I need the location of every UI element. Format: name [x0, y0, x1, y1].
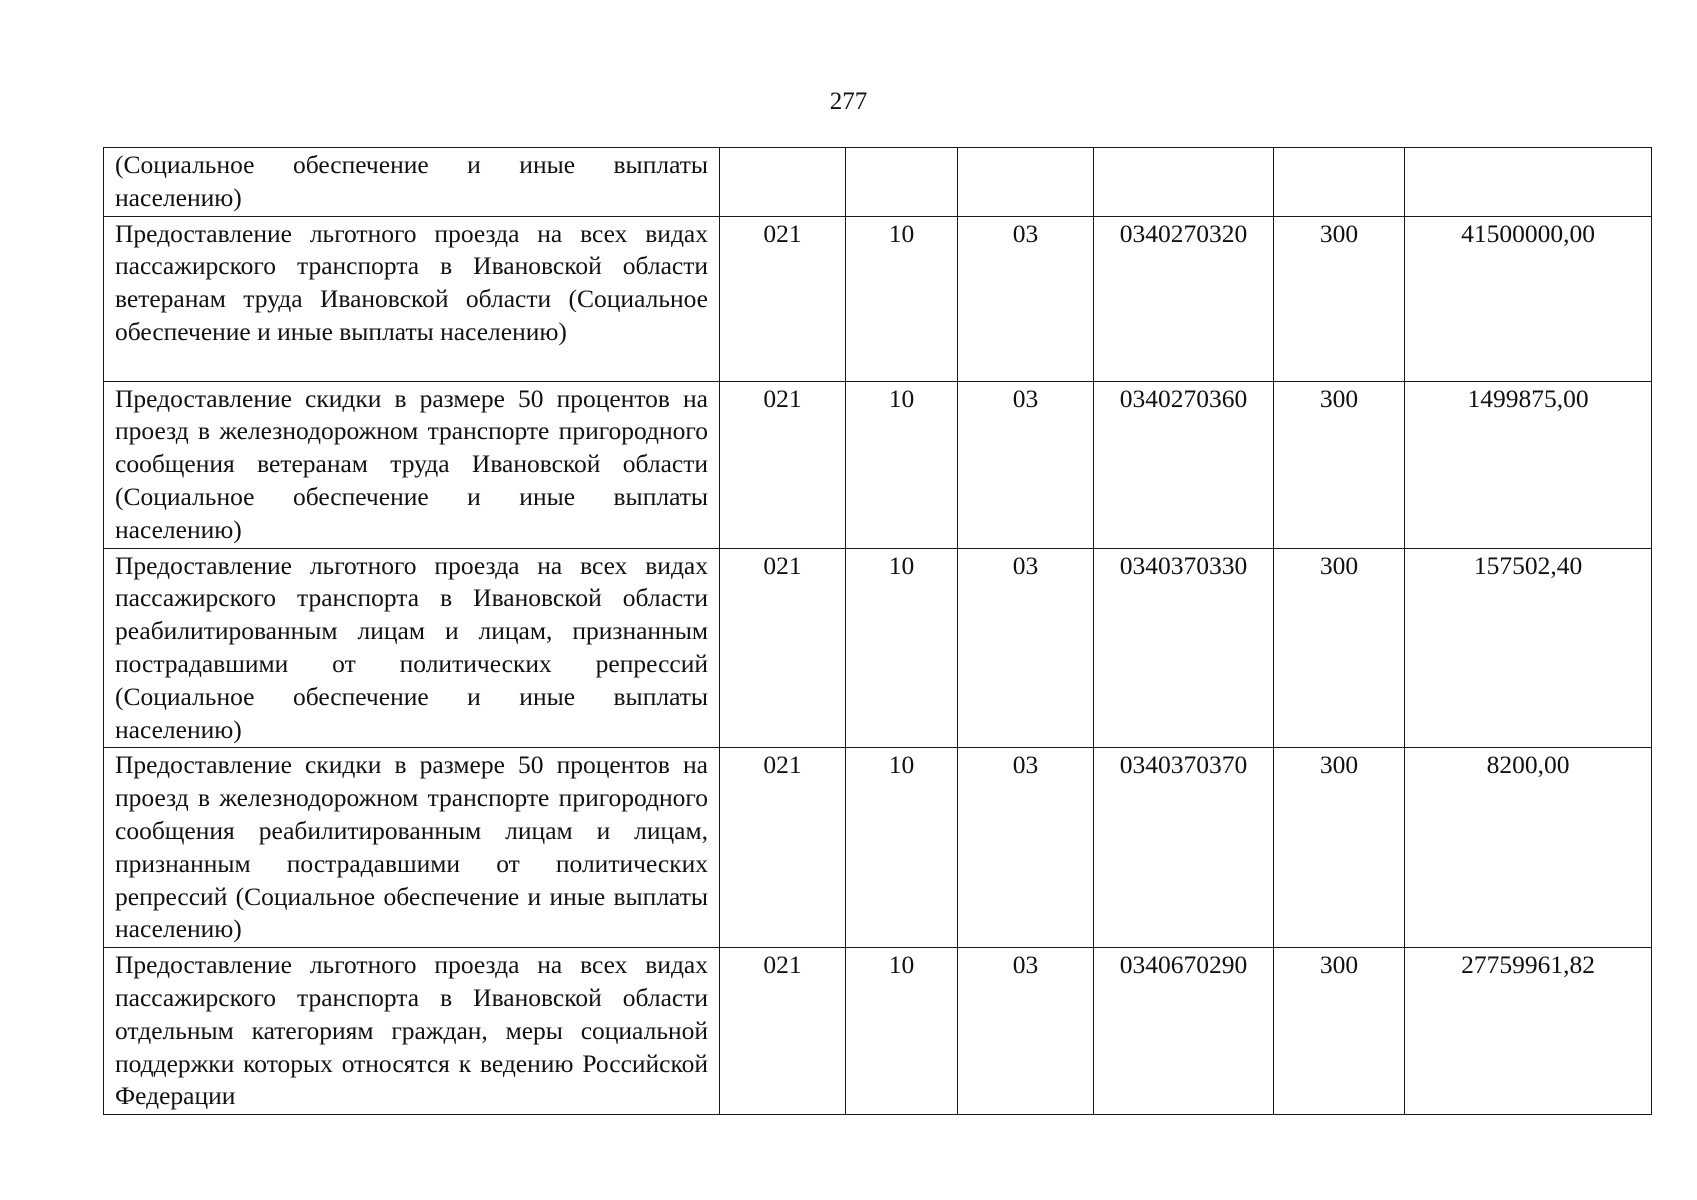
- row-description: (Социальное обеспечение и иные выплаты населению): [104, 148, 720, 217]
- amount: 157502,40: [1405, 548, 1652, 748]
- target-article-code: [1094, 148, 1274, 217]
- section-code: 10: [846, 948, 958, 1115]
- admin-code: 021: [720, 381, 846, 548]
- amount: 41500000,00: [1405, 216, 1652, 381]
- table-row: [104, 748, 1652, 948]
- expense-type-code: 300: [1274, 548, 1405, 748]
- target-article-code: 0340270320: [1094, 216, 1274, 381]
- expense-type-code: 300: [1274, 381, 1405, 548]
- table-row: [104, 381, 1652, 548]
- subsection-code: 03: [958, 548, 1094, 748]
- row-description: Предоставление скидки в размере 50 процентов на проезд в железнодорожном транспорте пригородного сообщения реабилитированным лицам и лицам, признанным пострадавшими от политических репрессий (Социальное обеспечение и иные выплаты населению): [104, 748, 720, 948]
- subsection-code: 03: [958, 748, 1094, 948]
- expense-type-code: 300: [1274, 948, 1405, 1115]
- admin-code: 021: [720, 548, 846, 748]
- expense-type-code: [1274, 148, 1405, 217]
- table-row: [104, 548, 1652, 748]
- target-article-code: 0340370370: [1094, 748, 1274, 948]
- subsection-code: 03: [958, 948, 1094, 1115]
- target-article-code: 0340370330: [1094, 548, 1274, 748]
- admin-code: 021: [720, 948, 846, 1115]
- row-description: Предоставление льготного проезда на всех видах пассажирского транспорта в Ивановской области ветеранам труда Ивановской области (Социальное обеспечение и иные выплаты населению): [104, 216, 720, 381]
- amount: [1405, 148, 1652, 217]
- section-code: [846, 148, 958, 217]
- section-code: 10: [846, 548, 958, 748]
- amount: 8200,00: [1405, 748, 1652, 948]
- subsection-code: 03: [958, 216, 1094, 381]
- page-number: 277: [829, 88, 868, 115]
- amount: 27759961,82: [1405, 948, 1652, 1115]
- row-description: Предоставление льготного проезда на всех видах пассажирского транспорта в Ивановской области реабилитированным лицам и лицам, признанным пострадавшими от политических репрессий (Социальное обеспечение и иные выплаты населению): [104, 548, 720, 748]
- expense-type-code: 300: [1274, 748, 1405, 948]
- amount: 1499875,00: [1405, 381, 1652, 548]
- expense-type-code: 300: [1274, 216, 1405, 381]
- table-row: [104, 948, 1652, 1115]
- section-code: 10: [846, 216, 958, 381]
- row-description: Предоставление скидки в размере 50 процентов на проезд в железнодорожном транспорте пригородного сообщения ветеранам труда Ивановской области (Социальное обеспечение и иные выплаты населению): [104, 381, 720, 548]
- subsection-code: [958, 148, 1094, 217]
- section-code: 10: [846, 381, 958, 548]
- admin-code: 021: [720, 748, 846, 948]
- subsection-code: 03: [958, 381, 1094, 548]
- budget-table: [103, 147, 1652, 1115]
- table-row: [104, 216, 1652, 381]
- table-row: [104, 148, 1652, 217]
- admin-code: [720, 148, 846, 217]
- target-article-code: 0340670290: [1094, 948, 1274, 1115]
- row-description: Предоставление льготного проезда на всех видах пассажирского транспорта в Ивановской области отдельным категориям граждан, меры социальной поддержки которых относятся к ведению Российской Федерации: [104, 948, 720, 1115]
- section-code: 10: [846, 748, 958, 948]
- admin-code: 021: [720, 216, 846, 381]
- target-article-code: 0340270360: [1094, 381, 1274, 548]
